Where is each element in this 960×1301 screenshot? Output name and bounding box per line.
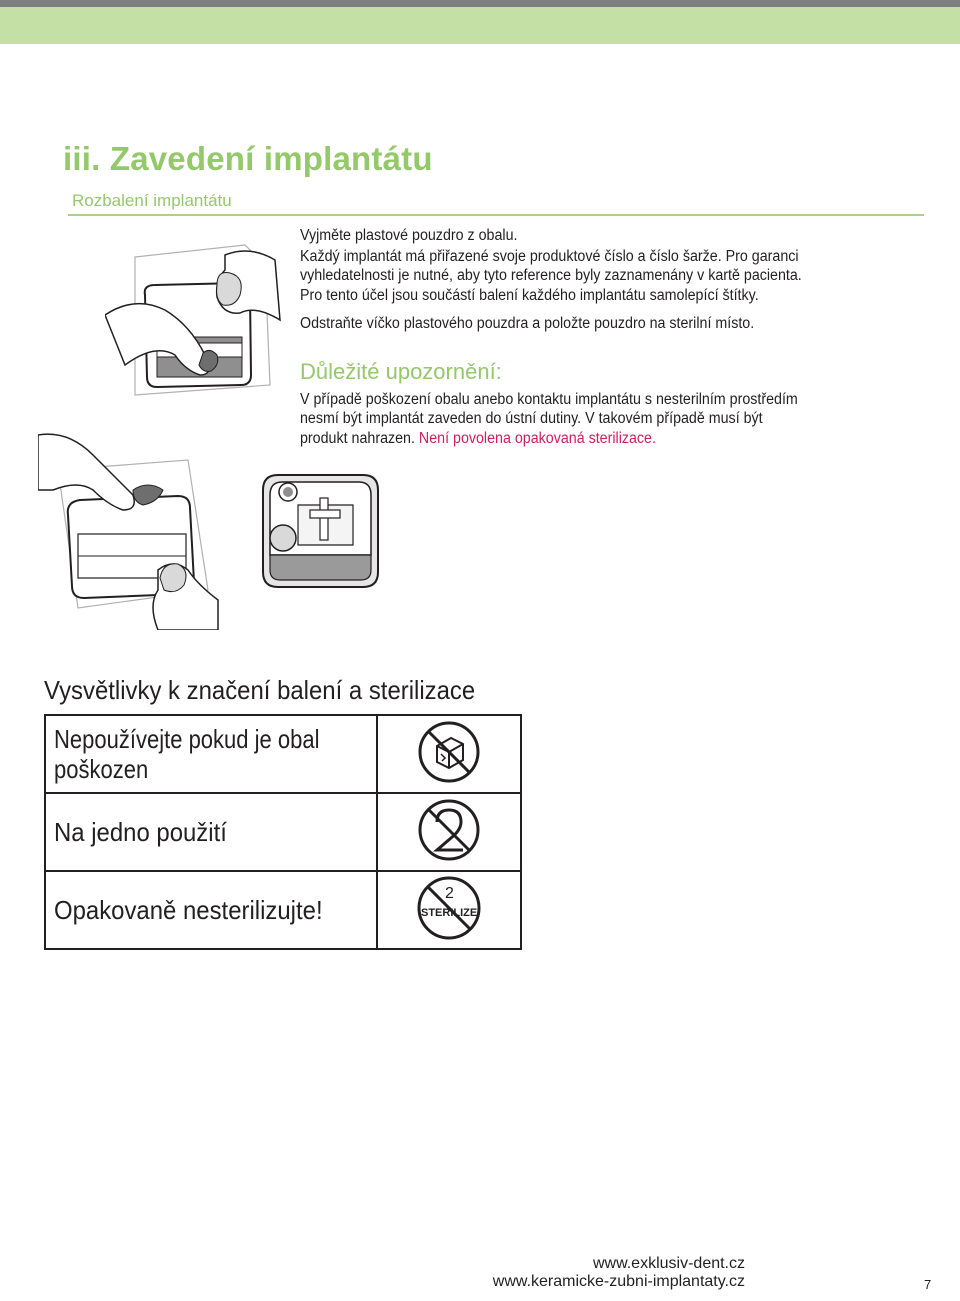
legend-label: Opakovaně nesterilizujte! bbox=[45, 871, 377, 949]
svg-text:STERILIZE: STERILIZE bbox=[421, 906, 478, 919]
footer-url[interactable]: www.exklusiv-dent.cz bbox=[592, 1255, 745, 1272]
warning-title: Důležité upozornění: bbox=[300, 359, 502, 384]
footer-url[interactable]: www.keramicke-zubni-implantaty.cz bbox=[492, 1273, 745, 1290]
warning-text: produkt nahrazen. bbox=[300, 430, 419, 447]
legend-row bbox=[45, 793, 521, 871]
single-use-icon bbox=[417, 798, 481, 862]
do-not-resterilize-icon bbox=[415, 874, 483, 942]
legend-row bbox=[45, 715, 521, 793]
section-subtitle: Rozbalení implantátu bbox=[72, 191, 232, 210]
implant-case-illustration bbox=[258, 470, 383, 592]
section-title: iii. Zavedení implantátu bbox=[63, 140, 433, 177]
warning-line bbox=[300, 429, 656, 449]
legend-label: Nepoužívejte pokud je obal poškozen bbox=[45, 715, 377, 793]
header-band bbox=[0, 7, 960, 44]
section-divider bbox=[68, 214, 924, 216]
warning-line: nesmí být implantát zaveden do ústní dutiny. V takovém případě musí být bbox=[300, 410, 763, 427]
legend-table bbox=[44, 714, 522, 950]
warning-line: V případě poškození obalu anebo kontaktu implantátu s nesterilním prostředím bbox=[300, 391, 798, 408]
legend-row bbox=[45, 871, 521, 949]
instruction-line: vyhledatelnosti je nutné, aby tyto reference byly zaznamenány v kartě pacienta. bbox=[300, 267, 802, 284]
warning-highlight: Není povolena opakovaná sterilizace. bbox=[418, 430, 656, 447]
peel-label-illustration bbox=[105, 225, 285, 410]
instruction-line: Každý implantát má přiřazené svoje produktové číslo a číslo šarže. Pro garanci bbox=[300, 248, 799, 265]
legend-icon-cell bbox=[377, 793, 521, 871]
svg-text:2: 2 bbox=[445, 884, 454, 902]
legend-title: Vysvětlivky k značení balení a sterilizace bbox=[44, 675, 476, 705]
instruction-line: Pro tento účel jsou součástí balení každého implantátu samolepící štítky. bbox=[300, 287, 759, 304]
page-number: 7 bbox=[924, 1277, 932, 1292]
instruction-line: Vyjměte plastové pouzdro z obalu. bbox=[300, 227, 518, 244]
hold-package-illustration bbox=[38, 430, 223, 630]
legend-label: Na jedno použití bbox=[45, 793, 377, 871]
legend-icon-cell bbox=[377, 871, 521, 949]
damaged-package-icon bbox=[417, 720, 481, 784]
instruction-line: Odstraňte víčko plastového pouzdra a položte pouzdro na sterilní místo. bbox=[300, 315, 755, 332]
legend-icon-cell bbox=[377, 715, 521, 793]
top-strip bbox=[0, 0, 960, 7]
